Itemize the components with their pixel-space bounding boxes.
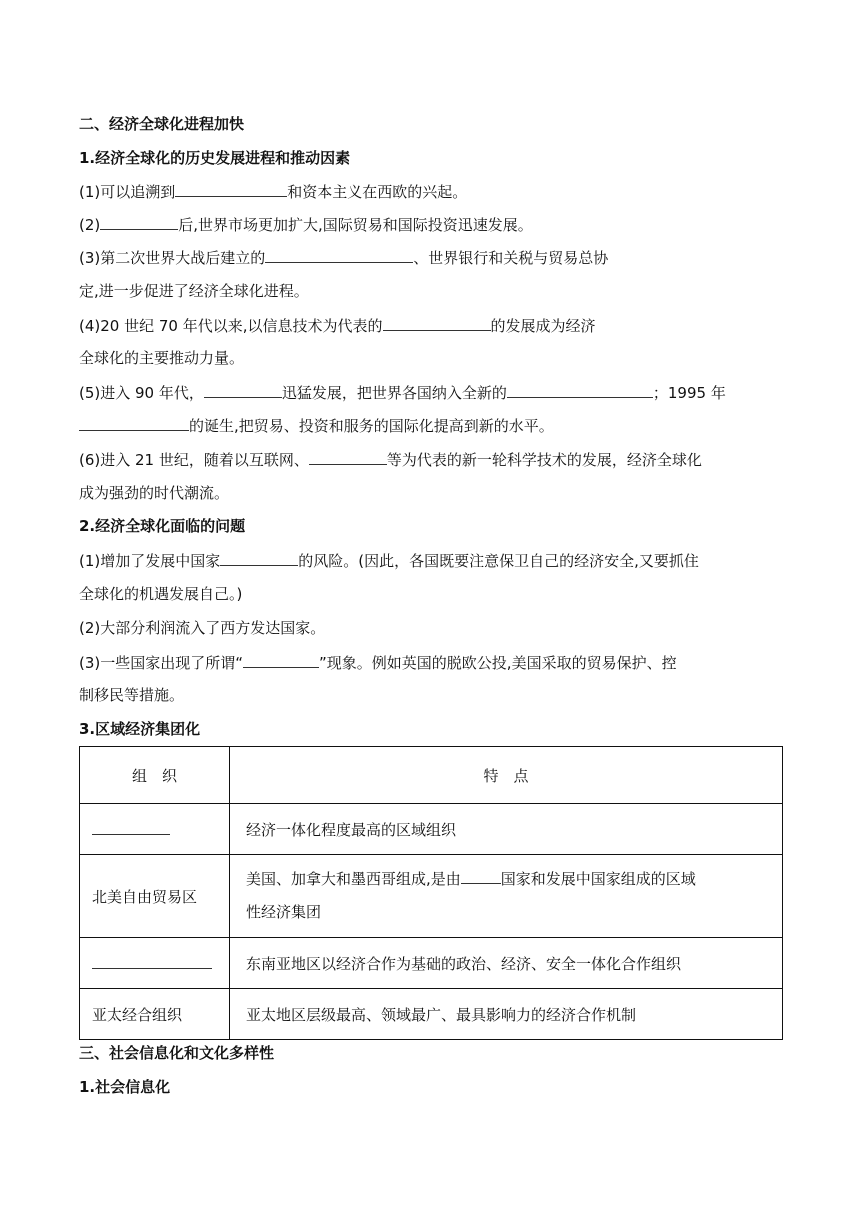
text-segment: 美国、加拿大和墨西哥组成,是由 [246, 870, 461, 888]
paragraph-history-4 [79, 315, 783, 336]
section-heading-economic-globalization: 二、经济全球化进程加快 [79, 115, 245, 133]
text-segment: 的风险。(因此，各国既要注意保卫自己的经济安全,又要抓住 [298, 552, 699, 570]
table-row [80, 938, 783, 989]
fill-blank[interactable] [100, 214, 178, 230]
paragraph-history-1 [79, 181, 783, 202]
text-segment: 的诞生,把贸易、投资和服务的国际化提高到新的水平。 [189, 417, 554, 435]
org-cell: 北美自由贸易区 [80, 855, 230, 938]
feature-cell: 亚太地区层级最高、领域最广、最具影响力的经济合作机制 [230, 989, 783, 1040]
regional-organizations-table [79, 746, 783, 1040]
header-organization: 组 织 [80, 747, 230, 804]
paragraph-history-5-cont [79, 415, 783, 436]
text-segment: (3)第二次世界大战后建立的 [79, 249, 266, 267]
text-segment: 后,世界市场更加扩大,国际贸易和国际投资迅速发展。 [178, 216, 533, 234]
text-segment: 迅猛发展，把世界各国纳入全新的 [281, 384, 507, 402]
subheading-social-informatization: 1.社会信息化 [79, 1078, 171, 1096]
table-row [80, 804, 783, 855]
paragraph-problems-2: (2)大部分利润流入了西方发达国家。 [79, 619, 326, 637]
table-row [80, 855, 783, 938]
text-segment: (1)增加了发展中国家 [79, 552, 221, 570]
org-cell [80, 804, 230, 855]
fill-blank[interactable] [383, 315, 491, 331]
subheading-problems: 2.经济全球化面临的问题 [79, 517, 246, 535]
paragraph-history-6-cont: 成为强劲的时代潮流。 [79, 484, 230, 502]
fill-blank[interactable] [79, 415, 189, 431]
fill-blank[interactable] [204, 382, 282, 398]
fill-blank[interactable] [507, 382, 653, 398]
feature-cell [230, 855, 783, 938]
fill-blank[interactable] [175, 181, 287, 197]
feature-cell: 经济一体化程度最高的区域组织 [230, 804, 783, 855]
subheading-history: 1.经济全球化的历史发展进程和推动因素 [79, 149, 351, 167]
paragraph-problems-1 [79, 550, 783, 571]
org-cell: 亚太经合组织 [80, 989, 230, 1040]
subheading-regional-groups: 3.区域经济集团化 [79, 720, 201, 738]
fill-blank[interactable] [220, 550, 298, 566]
fill-blank[interactable] [461, 869, 501, 884]
text-segment: (2) [79, 216, 101, 234]
text-segment: 的发展成为经济 [490, 317, 596, 335]
paragraph-problems-1-cont: 全球化的机遇发展自己。) [79, 585, 243, 603]
paragraph-problems-3 [79, 652, 783, 673]
text-segment: (4)20 世纪 70 年代以来,以信息技术为代表的 [79, 317, 383, 335]
feature-cell: 东南亚地区以经济合作为基础的政治、经济、安全一体化合作组织 [230, 938, 783, 989]
text-segment: (3)一些国家出现了所谓“ [79, 654, 244, 672]
fill-blank[interactable] [243, 652, 319, 668]
text-segment: 和资本主义在西欧的兴起。 [287, 183, 468, 201]
text-segment: (1)可以追溯到 [79, 183, 176, 201]
text-segment: (6)进入 21 世纪，随着以互联网、 [79, 451, 309, 469]
text-segment: ”现象。例如英国的脱欧公投,美国采取的贸易保护、控 [319, 654, 677, 672]
paragraph-history-2 [79, 214, 783, 235]
table-header-row [80, 747, 783, 804]
section-heading-informatization: 三、社会信息化和文化多样性 [79, 1044, 275, 1062]
fill-blank[interactable] [309, 449, 387, 465]
fill-blank[interactable] [265, 247, 413, 263]
paragraph-history-4-cont: 全球化的主要推动力量。 [79, 349, 245, 367]
feature-line [246, 863, 766, 896]
paragraph-history-3-cont: 定,进一步促进了经济全球化进程。 [79, 282, 309, 300]
paragraph-history-6 [79, 449, 783, 470]
fill-blank[interactable] [92, 954, 212, 969]
paragraph-history-3 [79, 247, 783, 268]
text-segment: (5)进入 90 年代， [79, 384, 204, 402]
paragraph-problems-3-cont: 制移民等措施。 [79, 686, 185, 704]
fill-blank[interactable] [92, 820, 170, 835]
text-segment: ；1995 年 [652, 384, 726, 402]
header-feature: 特 点 [230, 747, 783, 804]
text-segment: 等为代表的新一轮科学技术的发展，经济全球化 [386, 451, 702, 469]
paragraph-history-5 [79, 382, 783, 403]
text-segment: 、世界银行和关税与贸易总协 [413, 249, 609, 267]
table-row [80, 989, 783, 1040]
org-cell [80, 938, 230, 989]
feature-line: 性经济集团 [246, 903, 322, 921]
text-segment: 国家和发展中国家组成的区域 [500, 870, 696, 888]
